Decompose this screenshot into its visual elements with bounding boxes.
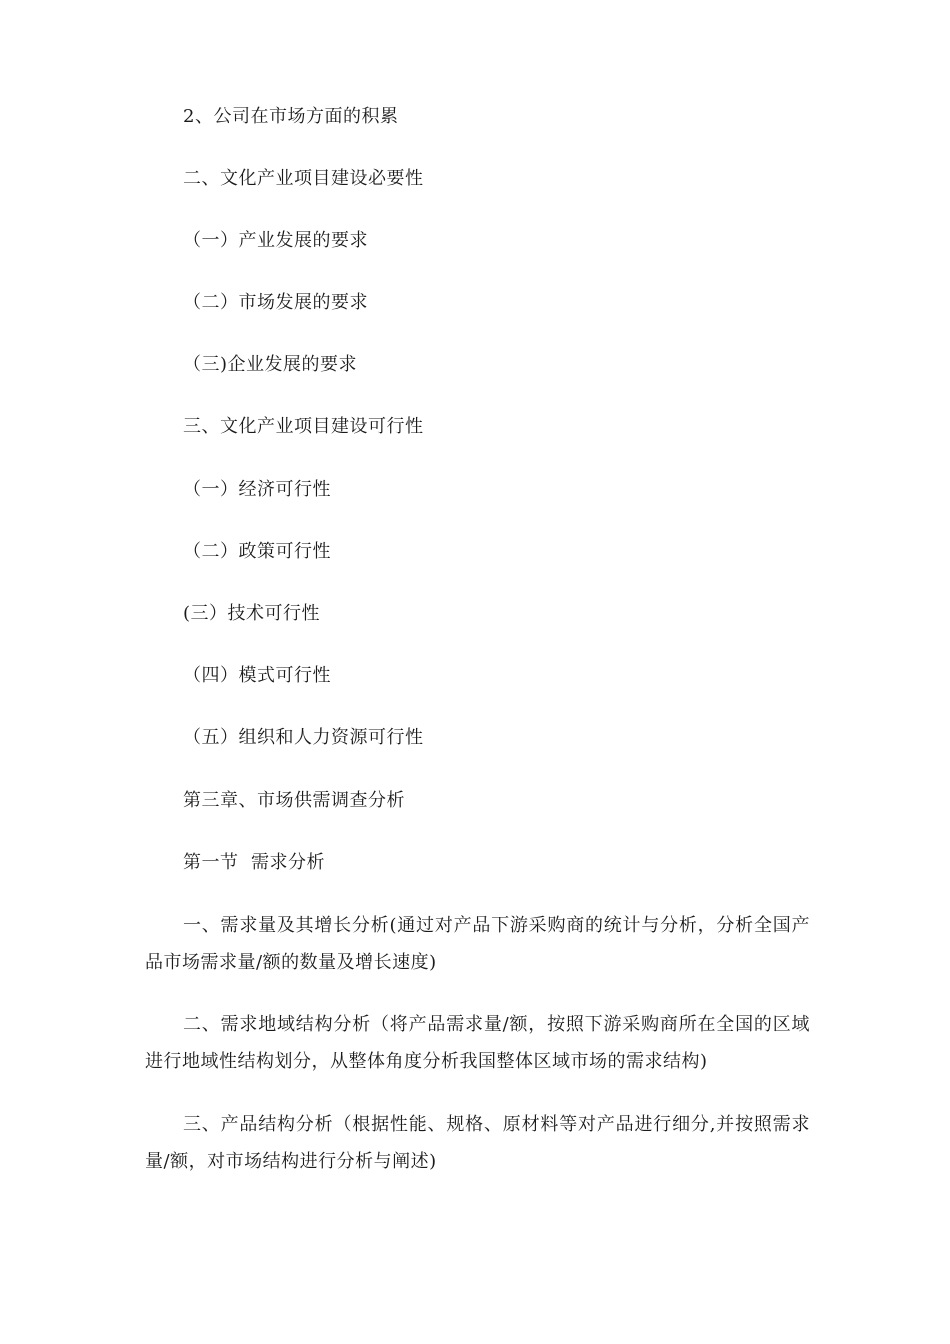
heading-market-accumulation: 2、公司在市场方面的积累: [183, 106, 399, 127]
item-policy-feasibility: （二）政策可行性: [183, 541, 331, 562]
item-market-development: （二）市场发展的要求: [183, 292, 368, 313]
heading-feasibility: 三、文化产业项目建设可行性: [183, 416, 424, 437]
chapter-heading: 第三章、市场供需调查分析: [183, 790, 405, 811]
item-model-feasibility: （四）模式可行性: [183, 665, 331, 686]
item-organization-feasibility: （五）组织和人力资源可行性: [183, 727, 424, 748]
paragraph-product-structure: 三、产品结构分析（根据性能、规格、原材料等对产品进行细分,并按照需求量/额，对市场结构进行分析与阐述): [145, 1114, 810, 1172]
item-technical-feasibility: (三）技术可行性: [183, 603, 321, 624]
item-industry-development: （一）产业发展的要求: [183, 230, 368, 251]
item-economic-feasibility: （一）经济可行性: [183, 479, 331, 500]
item-enterprise-development: （三)企业发展的要求: [183, 354, 358, 375]
paragraph-demand-growth: 一、需求量及其增长分析(通过对产品下游采购商的统计与分析，分析全国产品市场需求量/额的数量及增长速度): [145, 915, 810, 973]
heading-necessity: 二、文化产业项目建设必要性: [183, 168, 424, 189]
paragraph-regional-structure: 二、需求地域结构分析（将产品需求量/额，按照下游采购商所在全国的区域进行地域性结构划分，从整体角度分析我国整体区域市场的需求结构): [145, 1014, 810, 1072]
section-heading: 第一节 需求分析: [183, 852, 325, 873]
